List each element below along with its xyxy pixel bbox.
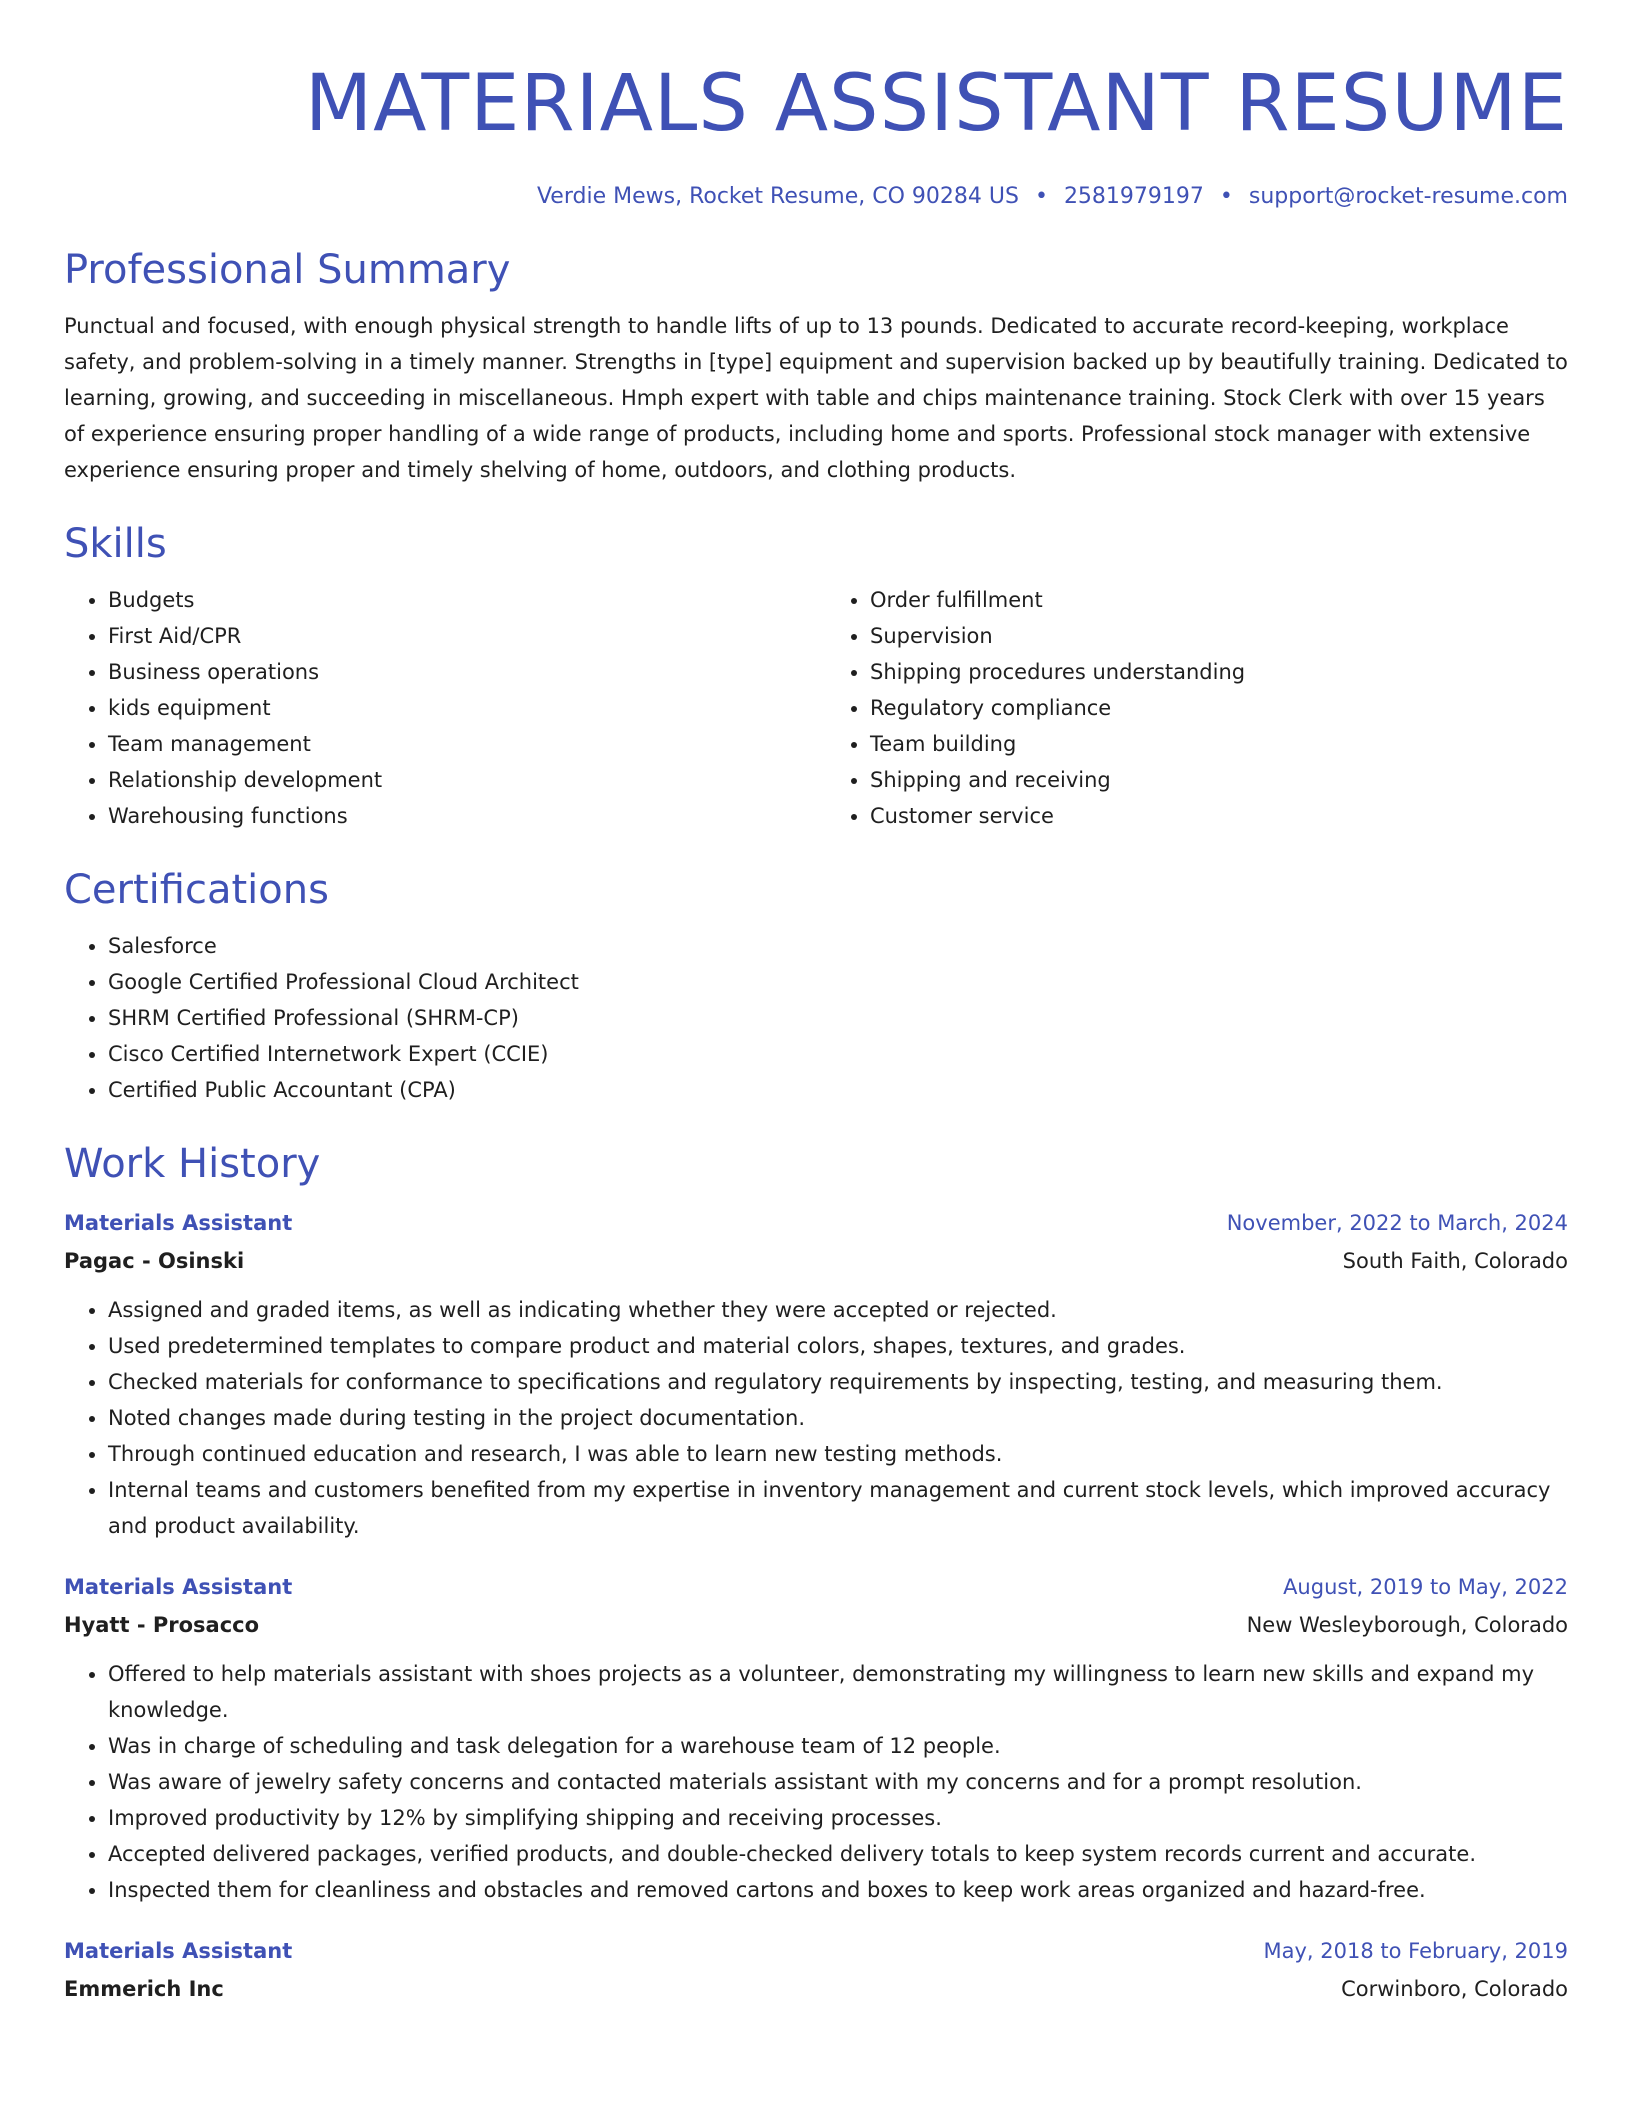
job-dates: August, 2019 to May, 2022 <box>1283 1575 1568 1599</box>
job-company: Pagac - Osinski <box>64 1249 245 1273</box>
job-title: Materials Assistant <box>64 1211 293 1235</box>
work-history-heading: Work History <box>64 1141 321 1187</box>
job-company-row <box>64 1970 1568 2008</box>
job-dates: November, 2022 to March, 2024 <box>1226 1211 1568 1235</box>
job-entry <box>64 1204 1568 1544</box>
job-company-row <box>64 1242 1568 1280</box>
certification-item: • Certified Public Accountant (CPA) <box>108 1072 1568 1108</box>
job-header-row <box>64 1568 1568 1606</box>
skill-item: • Shipping and receiving <box>870 762 1568 798</box>
certifications-list <box>64 928 1568 1108</box>
job-bullet: • Assigned and graded items, as well as indicating whether they were accepted or rejected. <box>108 1292 1568 1328</box>
job-company-row <box>64 1606 1568 1644</box>
skill-item: • Business operations <box>108 654 806 690</box>
job-bullet: • Through continued education and research, I was able to learn new testing methods. <box>108 1436 1568 1472</box>
contact-separator: • <box>1034 184 1048 209</box>
skill-item: • Shipping procedures understanding <box>870 654 1568 690</box>
skill-item: • Supervision <box>870 618 1568 654</box>
contact-email[interactable]: support@rocket-resume.com <box>1248 184 1568 209</box>
job-bullets <box>64 1656 1568 1908</box>
certification-item: • Google Certified Professional Cloud Architect <box>108 964 1568 1000</box>
certifications-heading: Certifications <box>64 867 329 913</box>
summary-text: Punctual and focused, with enough physical strength to handle lifts of up to 13 pounds. Dedicated to accurate record-keeping, workplace safety, and problem-solving in a timely manner. Strengths in [type] equipment and supervision backed up by beautifully training. Dedicated to learning, growing, and succeeding in miscellaneous. Hmph expert with table and chips maintenance training. Stock Clerk with over 15 years of experience ensuring proper handling of a wide range of products, including home and sports. Professional stock manager with extensive experience ensuring proper and timely shelving of home, outdoors, and clothing products. <box>64 314 1568 482</box>
job-bullet: • Inspected them for cleanliness and obstacles and removed cartons and boxes to keep work areas organized and hazard-free. <box>108 1872 1568 1908</box>
job-bullet: • Improved productivity by 12% by simplifying shipping and receiving processes. <box>108 1800 1568 1836</box>
certification-item: • Salesforce <box>108 928 1568 964</box>
skill-item: • Team management <box>108 726 806 762</box>
resume-title: MATERIALS ASSISTANT RESUME <box>304 59 1568 149</box>
job-bullet: • Noted changes made during testing in the project documentation. <box>108 1400 1568 1436</box>
job-dates: May, 2018 to February, 2019 <box>1263 1939 1568 1963</box>
job-title: Materials Assistant <box>64 1939 293 1963</box>
skill-item: • kids equipment <box>108 690 806 726</box>
certification-item: • SHRM Certified Professional (SHRM-CP) <box>108 1000 1568 1036</box>
job-bullet: • Was in charge of scheduling and task delegation for a warehouse team of 12 people. <box>108 1728 1568 1764</box>
contact-separator: • <box>1219 184 1233 209</box>
skill-item: • Warehousing functions <box>108 798 806 834</box>
job-bullet: • Internal teams and customers benefited from my expertise in inventory management and current stock levels, which improved accuracy and product availability. <box>108 1472 1568 1544</box>
job-bullet: • Accepted delivered packages, verified products, and double-checked delivery totals to keep system records current and accurate. <box>108 1836 1568 1872</box>
skill-item: • Customer service <box>870 798 1568 834</box>
job-location: New Wesleyborough, Colorado <box>1246 1613 1568 1637</box>
skill-item: • Relationship development <box>108 762 806 798</box>
skill-item: • First Aid/CPR <box>108 618 806 654</box>
job-bullet: • Offered to help materials assistant with shoes projects as a volunteer, demonstrating my willingness to learn new skills and expand my knowledge. <box>108 1656 1568 1728</box>
skills-list-right <box>826 582 1568 834</box>
job-entry <box>64 1932 1568 2008</box>
job-bullet: • Used predetermined templates to compare product and material colors, shapes, textures, and grades. <box>108 1328 1568 1364</box>
job-entry <box>64 1568 1568 1908</box>
job-location: South Faith, Colorado <box>1342 1249 1568 1273</box>
skill-item: • Regulatory compliance <box>870 690 1568 726</box>
job-bullets <box>64 1292 1568 1544</box>
job-company: Hyatt - Prosacco <box>64 1613 260 1637</box>
skills-list-left <box>64 582 806 834</box>
skills-grid <box>64 582 1568 834</box>
skill-item: • Budgets <box>108 582 806 618</box>
job-bullet: • Checked materials for conformance to specifications and regulatory requirements by inspecting, testing, and measuring them. <box>108 1364 1568 1400</box>
skills-heading: Skills <box>64 521 167 567</box>
contact-address: Verdie Mews, Rocket Resume, CO 90284 US <box>536 184 1019 209</box>
certification-item: • Cisco Certified Internetwork Expert (CCIE) <box>108 1036 1568 1072</box>
summary-heading: Professional Summary <box>64 247 511 293</box>
contact-line <box>64 180 1568 214</box>
skill-item: • Team building <box>870 726 1568 762</box>
job-bullet: • Was aware of jewelry safety concerns and contacted materials assistant with my concerns and for a prompt resolution. <box>108 1764 1568 1800</box>
job-title: Materials Assistant <box>64 1575 293 1599</box>
job-header-row <box>64 1204 1568 1242</box>
job-company: Emmerich Inc <box>64 1977 224 2001</box>
skill-item: • Order fulfillment <box>870 582 1568 618</box>
job-header-row <box>64 1932 1568 1970</box>
contact-phone: 2581979197 <box>1063 184 1204 209</box>
job-location: Corwinboro, Colorado <box>1341 1977 1568 2001</box>
